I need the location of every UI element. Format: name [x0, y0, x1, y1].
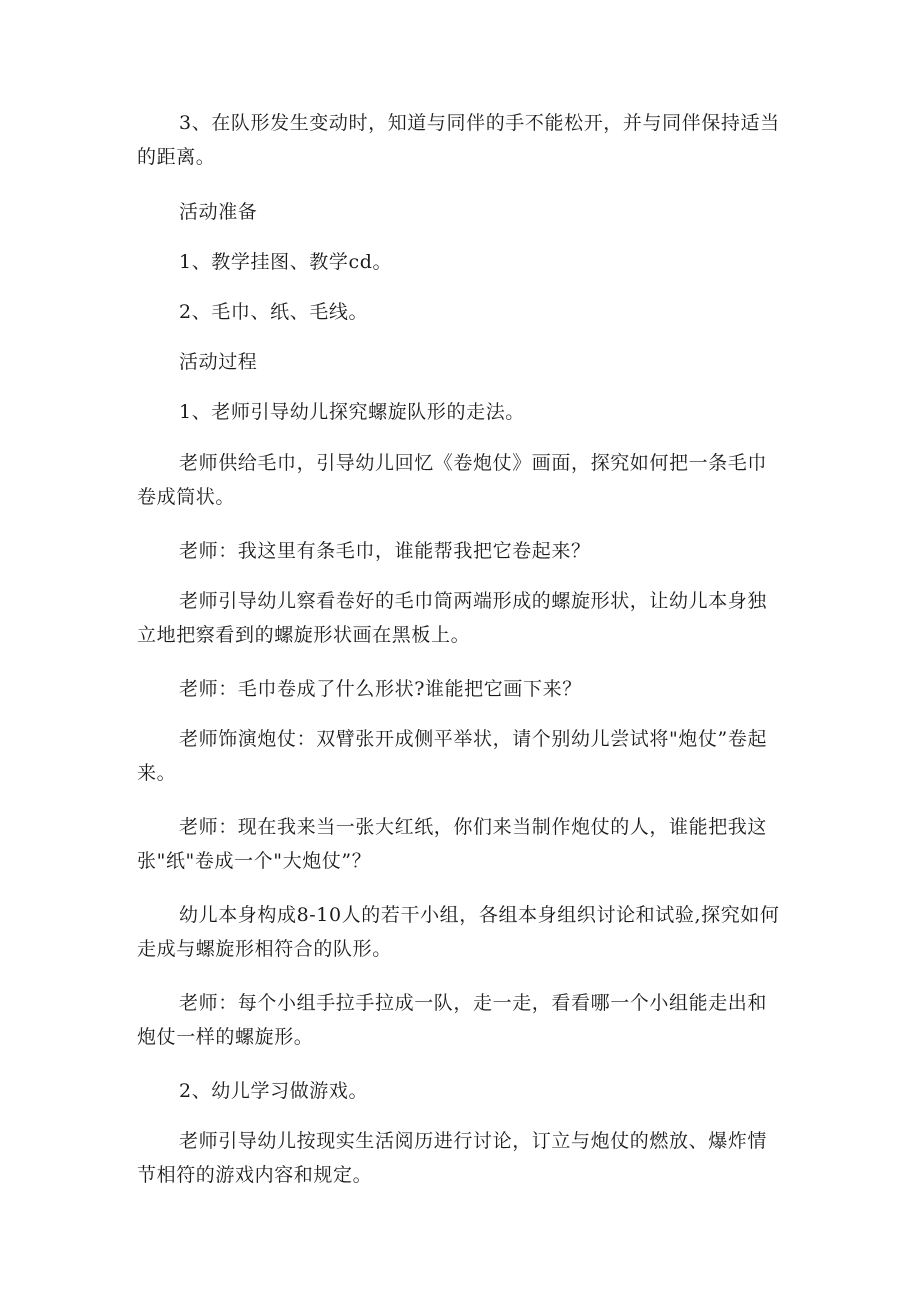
paragraph-teacher-groups: 老师：每个小组手拉手拉成一队，走一走，看看哪一个小组能走出和炮仗一样的螺旋形。: [137, 992, 768, 1048]
heading-activity-process: 活动过程: [179, 351, 258, 373]
paragraph-teacher-question-1: 老师：我这里有条毛巾，谁能帮我把它卷起来？: [179, 540, 591, 562]
paragraph-prep-2: 2、毛巾、纸、毛线。: [179, 301, 369, 323]
paragraph-process-1: 1、老师引导幼儿探究螺旋队形的走法。: [179, 401, 525, 423]
paragraph-process-2: 2、幼儿学习做游戏。: [179, 1080, 369, 1102]
paragraph-teacher-firecracker: 老师饰演炮仗：双臂张开成侧平举状，请个别幼儿尝试将"炮仗”卷起来。: [137, 728, 768, 784]
paragraph-towel-intro: 老师供给毛巾，引导幼儿回忆《卷炮仗》画面，探究如何把一条毛巾卷成筒状。: [137, 452, 768, 508]
paragraph-teacher-red-paper: 老师：现在我来当一张大红纸，你们来当制作炮仗的人，谁能把我这张"纸"卷成一个"大炮仗”？: [137, 816, 768, 872]
paragraph-observe-spiral: 老师引导幼儿察看卷好的毛巾筒两端形成的螺旋形状，让幼儿本身独立地把察看到的螺旋形状画在黑板上。: [137, 590, 768, 646]
paragraph-teacher-question-2: 老师：毛巾卷成了什么形状?谁能把它画下来？: [179, 678, 582, 700]
paragraph-game-rules: 老师引导幼儿按现实生活阅历进行讨论，订立与炮仗的燃放、爆炸情节相符的游戏内容和规定。: [137, 1130, 768, 1186]
paragraph-prep-1: 1、教学挂图、教学cd。: [179, 251, 393, 273]
paragraph-objective-3: 3、在队形发生变动时，知道与同伴的手不能松开，并与同伴保持适当的距离。: [137, 112, 780, 168]
paragraph-group-discussion: 幼儿本身构成8-10人的若干小组，各组本身组织讨论和试验,探究如何走成与螺旋形相符合的队形。: [137, 904, 780, 960]
heading-activity-preparation: 活动准备: [179, 201, 258, 223]
